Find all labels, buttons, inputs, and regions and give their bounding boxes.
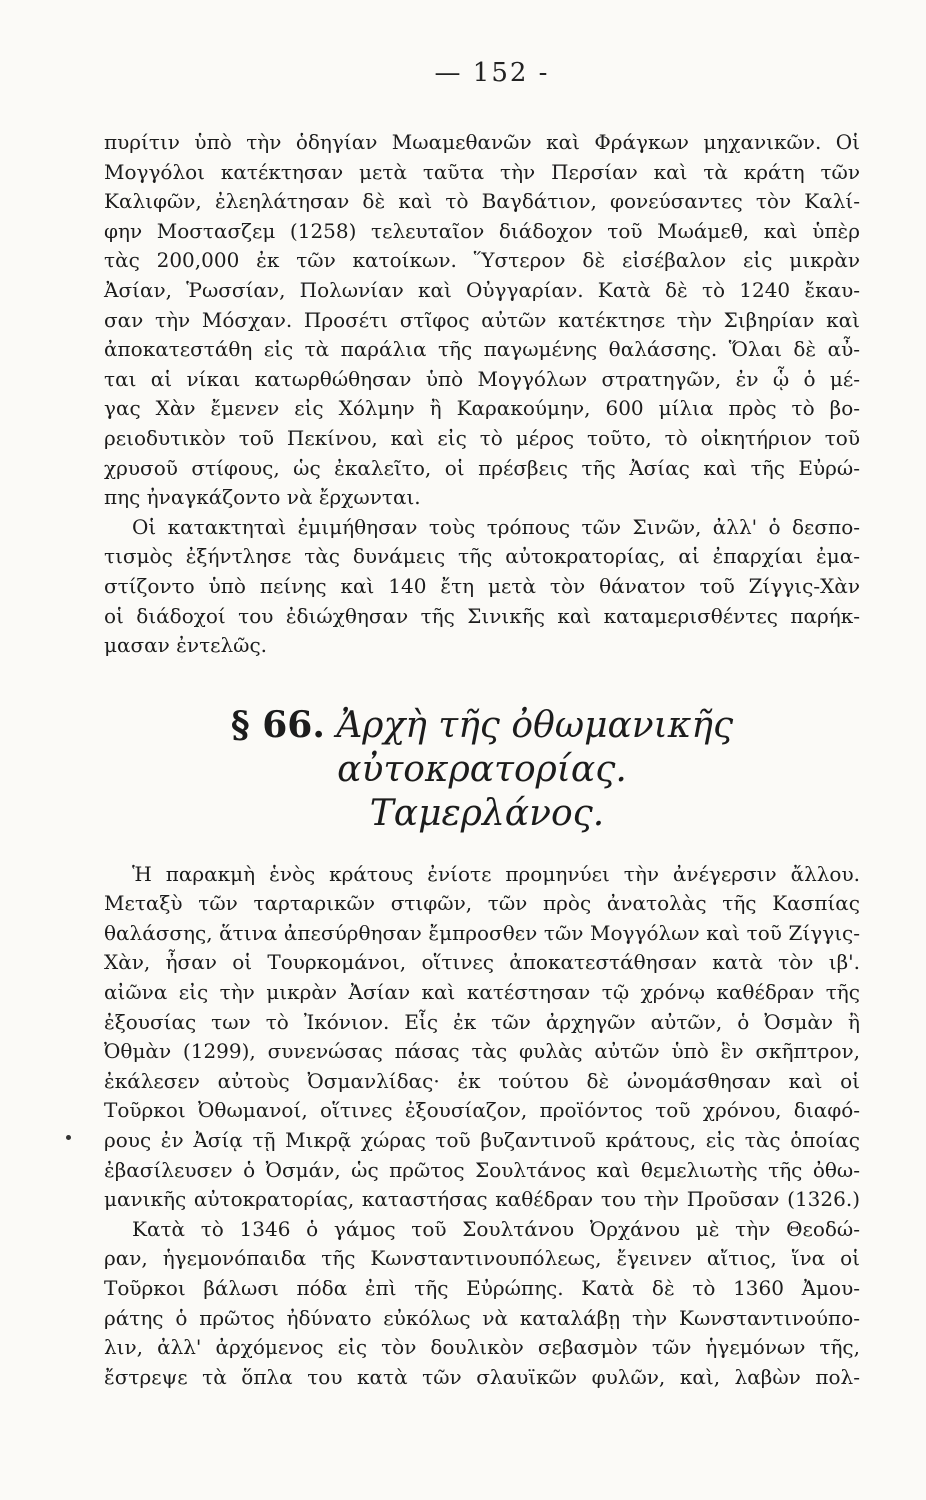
text-line: Ὀθμὰν (1299), συνενώσας πάσας τὰς φυλὰς αὐτῶν ὑπὸ ἓν σκῆπτρον, bbox=[104, 1039, 860, 1064]
text-line: φην Μοστασζεμ (1258) τελευταῖον διάδοχον τοῦ Μωάμεθ, καὶ ὑπὲρ bbox=[104, 218, 860, 243]
spacer bbox=[104, 836, 860, 860]
text-line: ρους ἐν Ἀσίᾳ τῇ Μικρᾷ χώρας τοῦ βυζαντινοῦ κράτους, εἰς τὰς ὁποίας bbox=[104, 1128, 860, 1153]
text-line: Καλιφῶν, ἐλεηλάτησαν δὲ καὶ τὸ Βαγδάτιον, φονεύσαντες τὸν Καλί- bbox=[104, 189, 860, 214]
section-heading bbox=[104, 703, 860, 836]
text-line: οἱ διάδοχοί του ἐδιώχθησαν τῆς Σινικῆς καὶ καταμερισθέντες παρήκ- bbox=[104, 603, 860, 628]
section-title-line bbox=[104, 703, 860, 792]
text-line: γας Χὰν ἔμενεν εἰς Χόλμην ἢ Καρακούμην, 600 μίλια πρὸς τὸ βο- bbox=[104, 396, 860, 421]
page-number: — 152 - bbox=[434, 58, 550, 88]
section-title: Ἀρχὴ τῆς ὀθωμανικῆς αὐτοκρατορίας. bbox=[336, 704, 734, 790]
text-line: ράτης ὁ πρῶτος ἠδύνατο εὐκόλως νὰ καταλάβῃ τὴν Κωνσταντινούπο- bbox=[104, 1305, 860, 1330]
text-line: τὰς 200,000 ἐκ τῶν κατοίκων. Ὕστερον δὲ εἰσέβαλον εἰς μικρὰν bbox=[104, 248, 860, 273]
text-line: Μογγόλοι κατέκτησαν μετὰ ταῦτα τὴν Περσίαν καὶ τὰ κράτη τῶν bbox=[104, 159, 860, 184]
text-line: ἐκάλεσεν αὐτοὺς Ὀσμανλίδας· ἐκ τούτου δὲ ὠνομάσθησαν καὶ οἱ bbox=[104, 1068, 860, 1093]
text-line: Χὰν, ἦσαν οἱ Τουρκομάνοι, οἵτινες ἀποκατεστάθησαν κατὰ τὸν ιβ'. bbox=[104, 950, 860, 975]
text-line: σαν τὴν Μόσχαν. Προσέτι στῖφος αὐτῶν κατέκτησε τὴν Σιβηρίαν καὶ bbox=[104, 307, 860, 332]
text-line: μασαν ἐντελῶς. bbox=[104, 633, 268, 658]
text-line: ται αἱ νίκαι κατωρθώθησαν ὑπὸ Μογγόλων στρατηγῶν, ἐν ᾧ ὁ μέ- bbox=[104, 366, 860, 391]
text-line: ἔστρεψε τὰ ὅπλα του κατὰ τῶν σλαυϊκῶν φυλῶν, καὶ, λαβὼν πολ- bbox=[104, 1364, 860, 1389]
paragraph-conquerors-decline bbox=[104, 513, 860, 661]
text-line: ρειοδυτικὸν τοῦ Πεκίνου, καὶ εἰς τὸ μέρος τοῦτο, τὸ οἰκητήριον τοῦ bbox=[104, 425, 860, 450]
text-line: Τοῦρκοι βάλωσι πόδα ἐπὶ τῆς Εὐρώπης. Κατὰ δὲ τὸ 1360 Ἀμου- bbox=[104, 1276, 860, 1300]
text-line: αἰῶνα εἰς τὴν μικρὰν Ἀσίαν καὶ κατέστησαν τῷ χρόνῳ καθέδραν τῆς bbox=[104, 980, 860, 1005]
text-line: πυρίτιν ὑπὸ τὴν ὁδηγίαν Μωαμεθανῶν καὶ Φράγκων μηχανικῶν. Οἱ bbox=[104, 130, 860, 154]
text-line: θαλάσσης, ἅτινα ἀπεσύρθησαν ἔμπροσθεν τῶν Μογγόλων καὶ τοῦ Ζίγγις- bbox=[104, 920, 860, 945]
text-line: ἐβασίλευσεν ὁ Ὀσμάν, ὡς πρῶτος Σουλτάνος καὶ θεμελιωτὴς τῆς ὀθω- bbox=[104, 1157, 860, 1182]
text-line: Κατὰ τὸ 1346 ὁ γάμος τοῦ Σουλτάνου Ὀρχάνου μὲ τὴν Θεοδώ- bbox=[132, 1216, 860, 1241]
paragraph-mongol-conquests bbox=[104, 128, 860, 513]
margin-mark bbox=[66, 1135, 71, 1140]
text-line: ραν, ἡγεμονόπαιδα τῆς Κωνσταντινουπόλεως, ἔγεινεν αἴτιος, ἵνα οἱ bbox=[104, 1246, 860, 1271]
section-number: § 66. bbox=[230, 703, 325, 746]
text-line: Τοῦρκοι Ὀθωμανοί, οἵτινες ἐξουσίαζον, προϊόντος τοῦ χρόνου, διαφό- bbox=[104, 1098, 860, 1123]
text-line: τισμὸς ἐξήντλησε τὰς δυνάμεις τῆς αὐτοκρατορίας, αἱ ἐπαρχίαι ἐμα- bbox=[104, 544, 860, 569]
text-line: λιν, ἀλλ' ἀρχόμενος εἰς τὸν δουλικὸν σεβασμὸν τῶν ἡγεμόνων τῆς, bbox=[104, 1335, 860, 1360]
text-line: Ἡ παρακμὴ ἑνὸς κράτους ἐνίοτε προμηνύει τὴν ἀνέγερσιν ἄλλου. bbox=[132, 861, 860, 886]
text-line: μανικῆς αὐτοκρατορίας, καταστήσας καθέδραν του τὴν Προῦσαν (1326.) bbox=[104, 1187, 860, 1212]
section-subtitle: Ταμερλάνος. bbox=[369, 792, 605, 834]
paragraph-ottoman-origins bbox=[104, 860, 860, 1393]
text-line: Μεταξὺ τῶν ταρταρικῶν στιφῶν, τῶν πρὸς ἀνατολὰς τῆς Κασπίας bbox=[104, 891, 860, 916]
text-line: πης ἠναγκάζοντο νὰ ἔρχωνται. bbox=[104, 485, 421, 510]
text-line: Ἀσίαν, Ῥωσσίαν, Πολωνίαν καὶ Οὐγγαρίαν. Κατὰ δὲ τὸ 1240 ἔκαυ- bbox=[104, 277, 860, 302]
text-line: Οἱ κατακτηταὶ ἐμιμήθησαν τοὺς τρόπους τῶν Σινῶν, ἀλλ' ὁ δεσπο- bbox=[132, 514, 860, 539]
text-line: ἐξουσίας των τὸ Ἰκόνιον. Εἷς ἐκ τῶν ἀρχηγῶν αὐτῶν, ὁ Ὀσμὰν ἢ bbox=[104, 1009, 860, 1034]
text-line: στίζοντο ὑπὸ πείνης καὶ 140 ἔτη μετὰ τὸν θάνατον τοῦ Ζίγγις-Χὰν bbox=[104, 573, 860, 598]
text-line: ἀποκατεστάθη εἰς τὰ παράλια τῆς παγωμένης θαλάσσης. Ὅλαι δὲ αὖ- bbox=[104, 337, 860, 362]
text-line: χρυσοῦ στίφους, ὡς ἐκαλεῖτο, οἱ πρέσβεις τῆς Ἀσίας καὶ τῆς Εὐρώ- bbox=[104, 455, 860, 480]
